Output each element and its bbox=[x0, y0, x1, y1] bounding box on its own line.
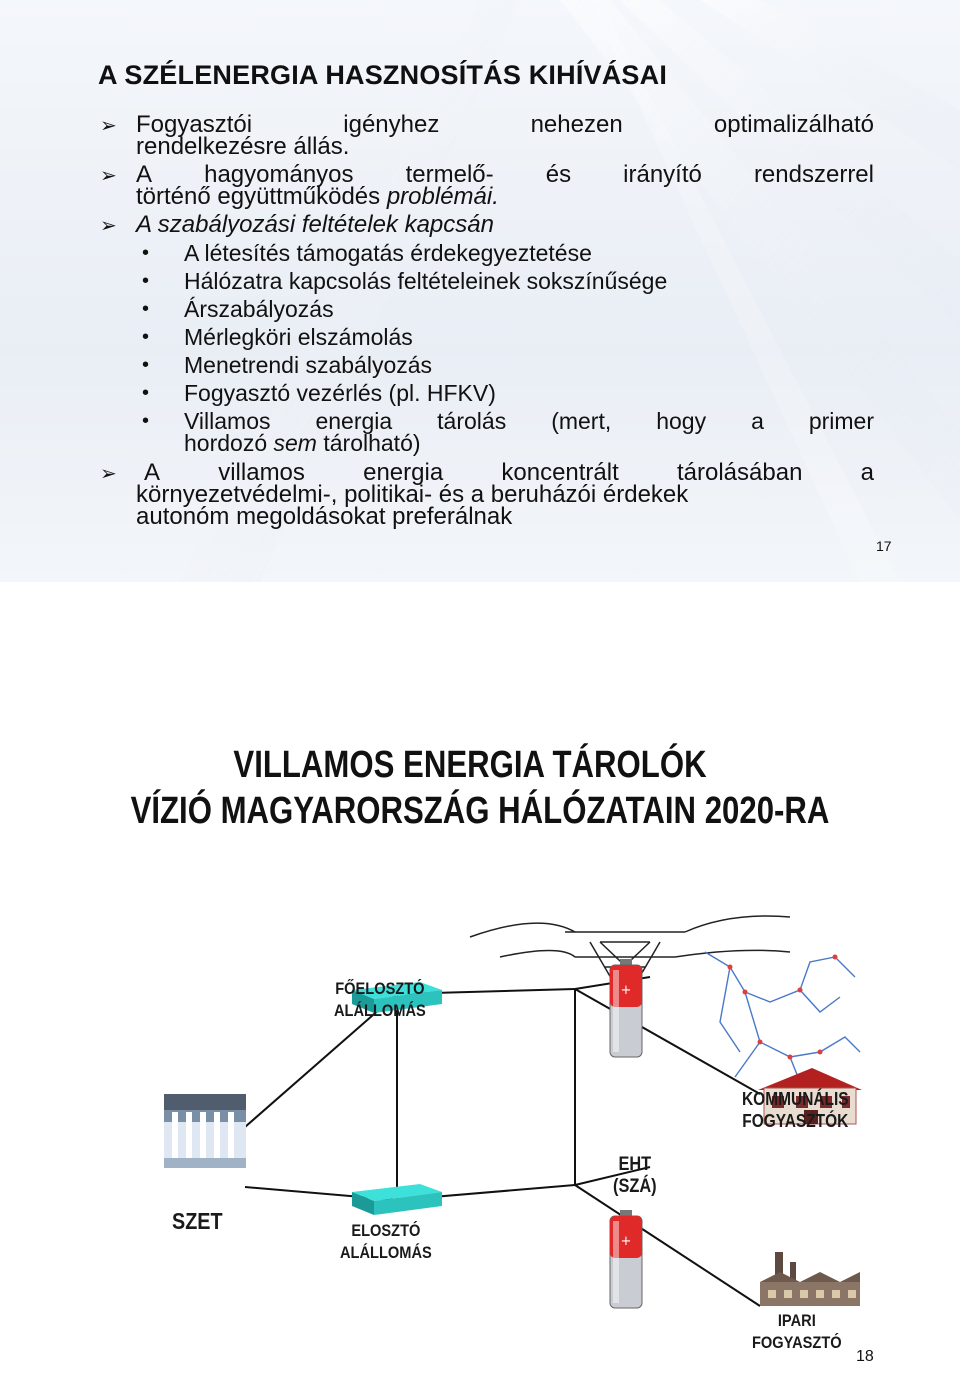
svg-text:+: + bbox=[620, 983, 632, 998]
arrow-bullet-icon: ➢ bbox=[100, 463, 117, 485]
sub-list-item: • A létesítés támogatás érdekegyeztetése bbox=[142, 240, 592, 266]
slide-17 bbox=[0, 0, 960, 582]
dot-bullet-icon: • bbox=[142, 382, 150, 404]
arrow-bullet-icon: ➢ bbox=[100, 165, 117, 187]
sub-list-item: • Árszabályozás bbox=[142, 296, 334, 322]
dot-bullet-icon: • bbox=[142, 270, 150, 292]
list-item: ➢ A hagyományos termelő- és irányító rendszerrel történő együttműködés problémái. bbox=[100, 161, 874, 210]
arrow-bullet-icon: ➢ bbox=[100, 115, 117, 137]
slide-title-line-1: VILLAMOS ENERGIA TÁROLÓK bbox=[233, 744, 707, 786]
grid-diagram bbox=[0, 582, 960, 1376]
hydro-power-plant-icon bbox=[164, 1094, 246, 1168]
sub-list-item: • Menetrendi szabályozás bbox=[142, 352, 433, 378]
sub-list-item: • Mérlegköri elszámolás bbox=[142, 324, 413, 350]
page-number: 18 bbox=[856, 1348, 874, 1365]
network-map-nodes bbox=[728, 955, 838, 1060]
list-item: ➢ A szabályozási feltételek kapcsán bbox=[100, 211, 494, 238]
sub-list-item: • Villamos energia tárolás (mert, hogy a primer hordozó sem tárolható) bbox=[142, 408, 874, 456]
label-main-substation: FŐELOSZTÓ ALÁLLOMÁS bbox=[334, 979, 426, 1020]
label-distribution-substation: ELOSZTÓ ALÁLLOMÁS bbox=[340, 1221, 432, 1262]
dot-bullet-icon: • bbox=[142, 354, 150, 376]
sub-list-item: • Fogyasztó vezérlés (pl. HFKV) bbox=[142, 380, 496, 406]
slide-18 bbox=[0, 582, 960, 1376]
battery-icon bbox=[610, 959, 642, 1057]
distribution-substation-icon bbox=[352, 1184, 442, 1215]
arrow-bullet-icon: ➢ bbox=[100, 215, 117, 237]
page-number: 17 bbox=[876, 538, 892, 554]
dot-bullet-icon: • bbox=[142, 410, 150, 432]
battery-icon bbox=[610, 1210, 642, 1308]
label-szet: SZET bbox=[172, 1208, 223, 1234]
label-industrial-consumer: IPARI FOGYASZTÓ bbox=[752, 1311, 842, 1352]
industrial-plant-icon bbox=[760, 1252, 860, 1306]
slide-content bbox=[100, 111, 874, 534]
label-eht: EHT (SZÁ) bbox=[613, 1154, 657, 1197]
dot-bullet-icon: • bbox=[142, 298, 150, 320]
slide-title-line-2: VÍZIÓ MAGYARORSZÁG HÁLÓZATAIN 2020-RA bbox=[130, 790, 830, 832]
sub-list-item: • Hálózatra kapcsolás feltételeinek sokszínűsége bbox=[142, 268, 668, 294]
dot-bullet-icon: • bbox=[142, 242, 150, 264]
connection-lines bbox=[245, 977, 760, 1306]
dot-bullet-icon: • bbox=[142, 326, 150, 348]
svg-text:+: + bbox=[620, 1234, 632, 1249]
slide-title: A SZÉLENERGIA HASZNOSÍTÁS KIHÍVÁSAI bbox=[98, 60, 668, 90]
list-item: ➢ Fogyasztói igényhez nehezen optimalizálható rendelkezésre állás. bbox=[100, 111, 874, 160]
label-communal-consumers: KOMMUNÁLIS FOGYASZTÓK bbox=[742, 1089, 849, 1131]
list-item: ➢ A villamos energia koncentrált tárolásában a környezetvédelmi-, politikai- és a beruházói érdekek autonóm megoldásokat preferálnak bbox=[100, 459, 874, 530]
